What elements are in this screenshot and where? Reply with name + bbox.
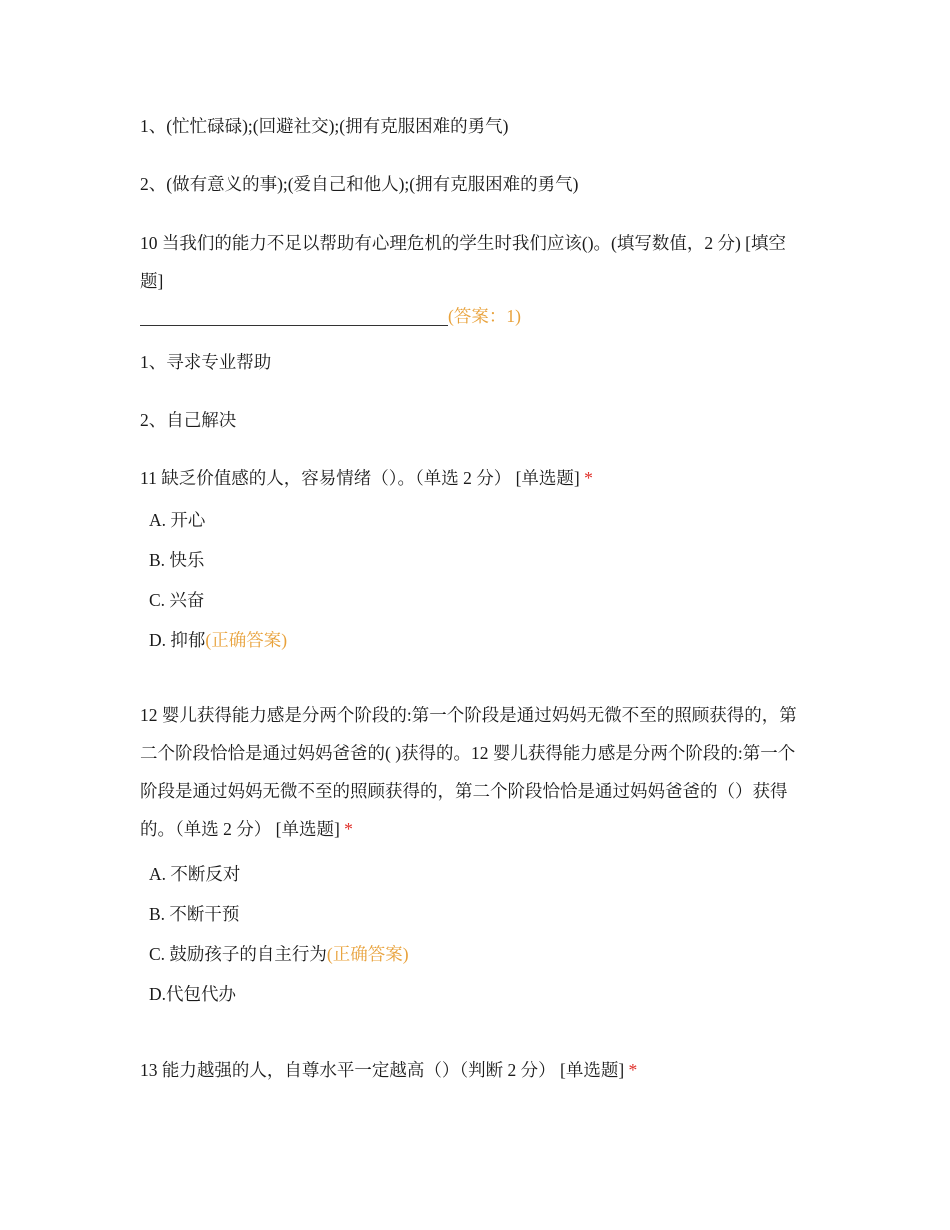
- required-mark: *: [628, 1060, 638, 1080]
- question-13-title: [140, 1052, 820, 1088]
- question-10-choice-1: 1、寻求专业帮助: [140, 352, 272, 372]
- option-c-label: C. 鼓励孩子的自主行为: [149, 944, 327, 964]
- question-10-text: 10 当我们的能力不足以帮助有心理危机的学生时我们应该()。(填写数值，2 分) [填空题]: [140, 233, 787, 291]
- correct-answer-label: (正确答案): [205, 630, 288, 650]
- option-d-label: D. 抑郁: [149, 630, 206, 650]
- question-11-text: 11 缺乏价值感的人，容易情绪（）。（单选 2 分） [单选题]: [140, 468, 580, 488]
- question-10-choice-2: 2、自己解决: [140, 410, 237, 430]
- answer-blank: [140, 305, 448, 326]
- answer-note: (答案：1): [448, 306, 521, 326]
- option-a: A. 开心: [149, 510, 206, 530]
- option-b: B. 不断干预: [149, 904, 240, 924]
- document-page: [140, 108, 820, 1088]
- question-11-options: [140, 500, 820, 660]
- option-d: [140, 620, 820, 660]
- question-12-text: 12 婴儿获得能力感是分两个阶段的:第一个阶段是通过妈妈无微不至的照顾获得的，第二个阶段恰恰是通过妈妈爸爸的( )获得的。12 婴儿获得能力感是分两个阶段的:第一个阶段是通过妈妈无微不至的照顾获得的，第二个阶段恰恰是通过妈妈爸爸的（）获得的。（单选 2 分） [单选题]: [140, 705, 797, 839]
- option-d: D.代包代办: [149, 984, 237, 1004]
- option-c: C. 兴奋: [149, 590, 205, 610]
- question-12-options: [140, 854, 820, 1014]
- question-13-text: 13 能力越强的人，自尊水平一定越高（）（判断 2 分） [单选题]: [140, 1060, 625, 1080]
- correct-answer-label: (正确答案): [326, 944, 409, 964]
- question-12-title: [140, 696, 808, 848]
- prev-answer-1: 1、(忙忙碌碌);(回避社交);(拥有克服困难的勇气): [140, 116, 509, 136]
- prev-answer-2: 2、(做有意义的事);(爱自己和他人);(拥有克服困难的勇气): [140, 174, 579, 194]
- required-mark: *: [584, 468, 593, 488]
- required-mark: *: [344, 819, 353, 839]
- option-a: A. 不断反对: [149, 864, 241, 884]
- question-10-answer-row: [140, 300, 820, 332]
- option-c: [140, 934, 820, 974]
- question-11-title: [140, 460, 820, 496]
- option-b: B. 快乐: [149, 550, 205, 570]
